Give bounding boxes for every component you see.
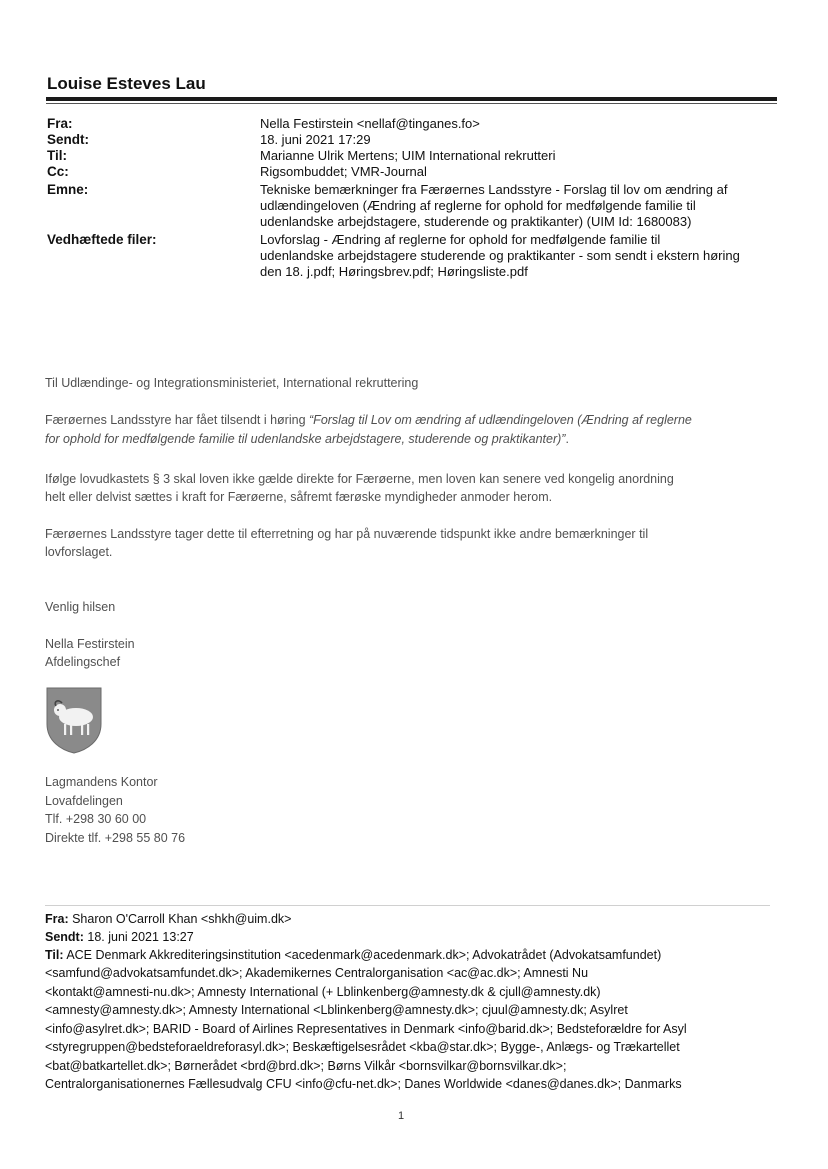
forwarded-from-label: Fra: (45, 912, 69, 926)
forwarded-to-label: Til: (45, 948, 64, 962)
closing: Venlig hilsen (45, 600, 116, 614)
from-label: Fra: (47, 116, 73, 131)
greeting: Til Udlændinge- og Integrationsministeriet, International rekruttering (45, 376, 419, 390)
subject-line: udenlandske arbejdstagere, studerende og praktikanter) (UIM Id: 1680083) (260, 214, 692, 229)
forwarded-sent (45, 928, 194, 947)
paragraph-1-end: . (565, 432, 569, 446)
attachments-label: Vedhæftede filer: (47, 232, 157, 247)
forwarded-to-value: ACE Denmark Akkrediteringsinstitution <acedenmark@acedenmark.dk>; Advokatrådet (Advokatsamfundet) (63, 948, 662, 962)
forwarded-from-value: Sharon O'Carroll Khan <shkh@uim.dk> (68, 912, 292, 926)
forwarded-to-line: <bat@batkartellet.dk>; Børnerådet <brd@brd.dk>; Børns Vilkår <bornsvilkar@bornsvilkar.dk>; (45, 1059, 567, 1073)
forwarded-sent-label: Sendt: (45, 930, 84, 944)
page-number: 1 (398, 1110, 405, 1122)
cc-label: Cc: (47, 164, 69, 179)
to-value: Marianne Ulrik Mertens; UIM International rekrutteri (260, 148, 556, 163)
cc-value: Rigsombuddet; VMR-Journal (260, 164, 427, 179)
forwarded-divider (45, 905, 770, 906)
paragraph-2-line-2: helt eller delvist sættes i kraft for Færøerne, såfremt færøske myndigheder anmoder herom. (45, 490, 553, 504)
signature-office: Lagmandens Kontor (45, 775, 158, 789)
paragraph-1-line-1 (45, 411, 692, 429)
signature-department: Lovafdelingen (45, 794, 123, 808)
paragraph-3-line-1: Færøernes Landsstyre tager dette til efterretning og har på nuværende tidspunkt ikke andre bemærkninger til (45, 527, 649, 541)
subject-label: Emne: (47, 182, 89, 197)
signature-title: Afdelingschef (45, 655, 121, 669)
paragraph-1-italic: for ophold for medfølgende familie til udenlandske arbejdstagere, studerende og praktikanter)” (45, 432, 566, 446)
sent-label: Sendt: (47, 132, 89, 147)
signature-name: Nella Festirstein (45, 637, 135, 651)
signature-phone: Tlf. +298 30 60 00 (45, 812, 147, 826)
paragraph-1-prefix: Færøernes Landsstyre har fået tilsendt i høring (45, 413, 310, 427)
forwarded-to-line: <info@asylret.dk>; BARID - Board of Airlines Representatives in Denmark <info@barid.dk>; Bedsteforældre for Asyl (45, 1022, 687, 1036)
forwarded-to-line: <samfund@advokatsamfundet.dk>; Akademikernes Centralorganisation <ac@ac.dk>; Amnesti Nu (45, 966, 589, 980)
forwarded-sent-value: 18. juni 2021 13:27 (83, 930, 194, 944)
paragraph-1-italic: “Forslag til Lov om ændring af udlændingeloven (Ændring af reglerne (309, 413, 692, 427)
subject-line: udlændingeloven (Ændring af reglerne for ophold for medfølgende familie til (260, 198, 696, 213)
subject-line: Tekniske bemærkninger fra Færøernes Landsstyre - Forslag til lov om ændring af (260, 182, 728, 197)
paragraph-3-line-2: lovforslaget. (45, 545, 113, 559)
to-label: Til: (47, 148, 67, 163)
attachments-line: den 18. j.pdf; Høringsbrev.pdf; Høringsliste.pdf (260, 264, 528, 279)
forwarded-from (45, 910, 291, 929)
signature-direct-phone: Direkte tlf. +298 55 80 76 (45, 831, 186, 845)
forwarded-to-line: <styregruppen@bedsteforaeldreforasyl.dk>; Beskæftigelsesrådet <kba@star.dk>; Bygge-, Anlægs- og Trækartellet (45, 1040, 680, 1054)
attachments-line: udenlandske arbejdstagere studerende og praktikanter - som sendt i ekstern høring (260, 248, 740, 263)
header-rule-thick (46, 97, 777, 101)
from-value: Nella Festirstein <nellaf@tinganes.fo> (260, 116, 480, 131)
forwarded-to (45, 946, 661, 965)
sent-value: 18. juni 2021 17:29 (260, 132, 371, 147)
header-rule-thin (46, 103, 777, 104)
forwarded-to-line: Centralorganisationernes Fællesudvalg CFU <info@cfu-net.dk>; Danes Worldwide <danes@danes.dk>; Danmarks (45, 1077, 682, 1091)
coat-of-arms-icon (45, 686, 103, 754)
email-owner-name: Louise Esteves Lau (47, 74, 206, 93)
paragraph-1-line-2 (45, 430, 569, 448)
forwarded-to-line: <amnesty@amnesty.dk>; Amnesty International <Lblinkenberg@amnesty.dk>; cjuul@amnesty.dk; Asylret (45, 1003, 628, 1017)
attachments-line: Lovforslag - Ændring af reglerne for ophold for medfølgende familie til (260, 232, 661, 247)
forwarded-to-line: <kontakt@amnesti-nu.dk>; Amnesty International (+ Lblinkenberg@amnesty.dk & cjull@amnesty.dk) (45, 985, 601, 999)
paragraph-2-line-1: Ifølge lovudkastets § 3 skal loven ikke gælde direkte for Færøerne, men loven kan senere ved kongelig anordning (45, 472, 674, 486)
